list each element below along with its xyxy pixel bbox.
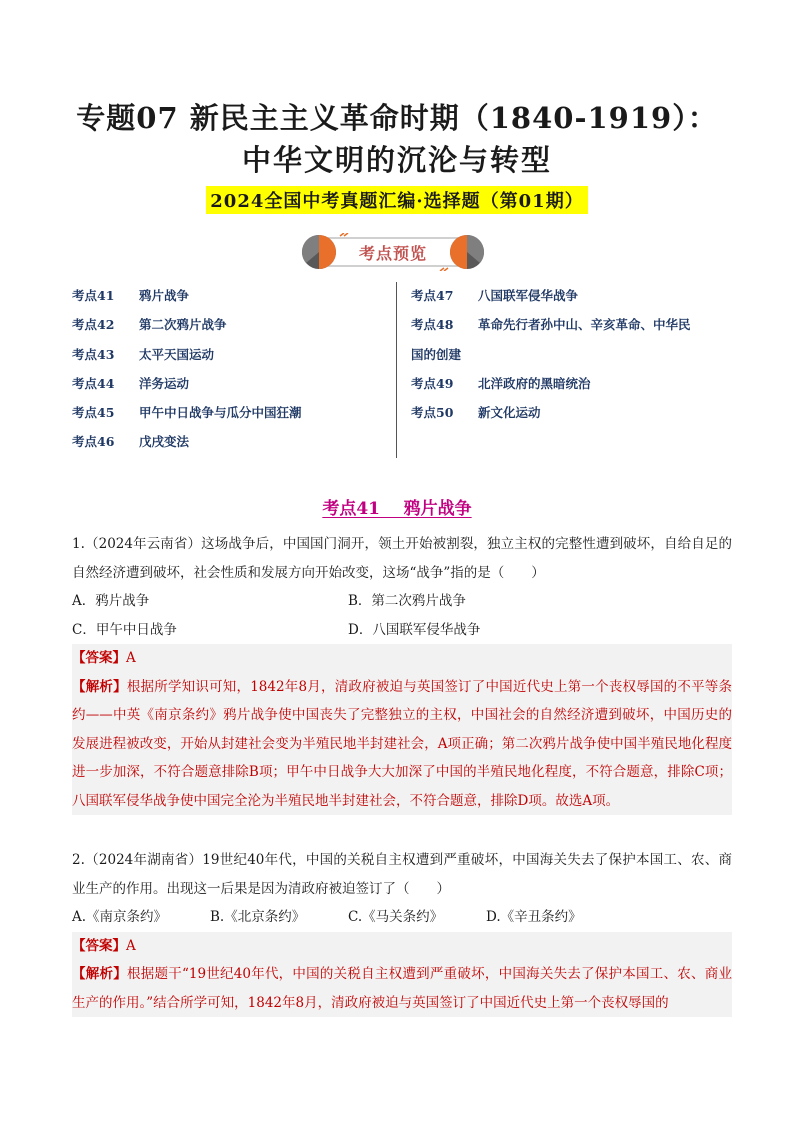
toc-left-column xyxy=(72,286,392,462)
toc-item-label: 洋务运动 xyxy=(139,375,190,391)
toc-item[interactable] xyxy=(411,286,731,315)
question-2 xyxy=(72,846,732,1017)
toc-item-label: 北洋政府的黑暗统治 xyxy=(478,375,591,391)
toc-item-label: 第二次鸦片战争 xyxy=(139,317,227,333)
answer-block xyxy=(72,932,732,1018)
toc-item-number: 考点50 xyxy=(411,405,454,421)
option-a[interactable]: A．鸦片战争 xyxy=(72,593,150,609)
option-c[interactable]: C.《马关条约》 xyxy=(348,909,444,925)
analysis-text: 根据题干“19世纪40年代，中国的关税自主权遭到严重破坏，中国海关失去了保护本国工、农、商业生产的作用。”结合所学可知，1842年8月，清政府被迫与英国签订了中国近代史上第一个丧权辱国的 xyxy=(72,966,732,1011)
option-c[interactable]: C．甲午中日战争 xyxy=(72,621,177,638)
question-options xyxy=(72,587,732,644)
toc-item-number: 考点47 xyxy=(411,288,454,303)
option-d[interactable]: D．八国联军侵华战争 xyxy=(348,621,481,638)
question-text: 1.（2024年云南省）这场战争后，中国国门洞开，领土开始被割裂，独立主权的完整性遭到破坏，自给自足的自然经济遭到破坏，社会性质和发展方向开始改变，这场“战争”指的是（ ） xyxy=(72,536,732,581)
analysis-tag: 【解析】 xyxy=(72,678,127,695)
toc-item-continuation: 国的创建 xyxy=(411,347,462,362)
toc-item-label: 甲午中日战争与瓜分中国狂潮 xyxy=(139,405,302,421)
toc-item-number: 考点44 xyxy=(72,375,115,391)
subtitle-wrap xyxy=(0,186,794,214)
section-heading: 考点41 鸦片战争 xyxy=(322,499,472,519)
toc-item-number: 考点46 xyxy=(72,434,115,450)
option-b[interactable]: B．第二次鸦片战争 xyxy=(348,593,466,609)
toc-item-label: 八国联军侵华战争 xyxy=(478,288,579,303)
option-b[interactable]: B.《北京条约》 xyxy=(210,909,306,925)
question-options xyxy=(72,903,732,932)
question-1 xyxy=(72,530,732,815)
option-d[interactable]: D.《辛丑条约》 xyxy=(486,909,582,925)
toc-item-number: 考点41 xyxy=(72,288,115,303)
toc-item-label: 鸦片战争 xyxy=(139,288,190,303)
toc-item-number: 考点42 xyxy=(72,317,115,333)
toc-item-label: 太平天国运动 xyxy=(139,346,215,362)
preview-label: 考点预览 xyxy=(358,244,427,263)
page-title-line2: 中华文明的沉沦与转型 xyxy=(241,143,552,177)
toc-item[interactable] xyxy=(72,315,392,344)
toc-item[interactable] xyxy=(72,403,392,432)
option-a[interactable]: A.《南京条约》 xyxy=(72,909,168,925)
toc-item-number: 考点49 xyxy=(411,375,454,391)
toc-item[interactable] xyxy=(72,374,392,403)
toc-divider xyxy=(396,282,397,458)
subtitle: 2024全国中考真题汇编·选择题（第01期） xyxy=(206,186,587,214)
answer-tag: 【答案】 xyxy=(72,650,126,666)
preview-badge xyxy=(300,233,486,271)
toc-item-label: 新文化运动 xyxy=(478,405,541,421)
analysis-tag: 【解析】 xyxy=(72,966,127,982)
toc-item[interactable] xyxy=(411,403,731,432)
answer-value: A xyxy=(126,650,136,666)
toc-item-number: 考点45 xyxy=(72,405,115,421)
toc-item[interactable] xyxy=(72,432,392,461)
toc-item-number: 考点48 xyxy=(411,317,454,333)
question-text: 2.（2024年湖南省）19世纪40年代，中国的关税自主权遭到严重破坏，中国海关失去了保护本国工、农、商业生产的作用。出现这一后果是因为清政府被迫签订了（ ） xyxy=(72,852,732,897)
toc-item[interactable] xyxy=(72,345,392,374)
answer-tag: 【答案】 xyxy=(72,937,126,954)
answer-value: A xyxy=(126,937,136,954)
toc-item-label: 戊戌变法 xyxy=(139,434,190,450)
toc-item-label: 革命先行者孙中山、辛亥革命、中华民 xyxy=(478,317,691,333)
answer-block xyxy=(72,644,732,815)
toc-item[interactable] xyxy=(411,315,731,344)
toc-item[interactable] xyxy=(72,286,392,315)
analysis-text: 根据所学知识可知，1842年8月，清政府被迫与英国签订了中国近代史上第一个丧权辱国的不平等条约——中英《南京条约》鸦片战争使中国丧失了完整独立的主权，中国社会的自然经济遭到破坏，中国历史的发展进程被改变，开始从封建社会变为半殖民地半封建社会，A项正确；第二次鸦片战争使中国半殖民地化程度进一步加深，不符合题意排除B项；甲午中日战争大大加深了中国的半殖民地化程度，不符合题意，排除C项；八国联军侵华战争使中国完全沦为半殖民地半封建社会，不符合题意，排除D项。故选A项。 xyxy=(72,678,733,809)
toc-item[interactable] xyxy=(411,374,731,403)
page-title-line1: 专题07 新民主主义革命时期（1840-1919）： xyxy=(76,101,718,135)
toc-item-number: 考点43 xyxy=(72,346,115,362)
